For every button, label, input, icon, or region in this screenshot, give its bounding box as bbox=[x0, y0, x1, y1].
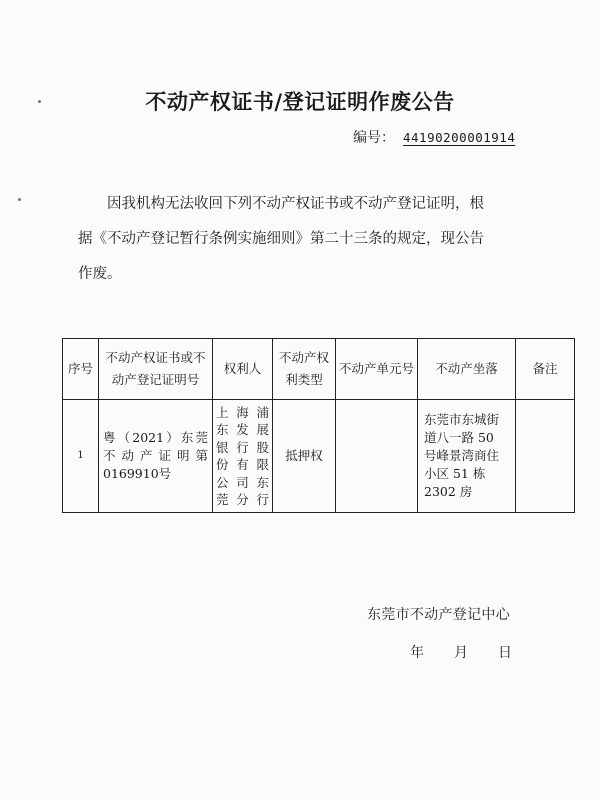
header-cert-no bbox=[99, 339, 213, 400]
document-number bbox=[353, 127, 515, 147]
cell-seq: 1 bbox=[63, 400, 99, 513]
void-certificate-table bbox=[62, 338, 575, 513]
cell-cert-no: 粤（2021）东莞不动产证明第0169910号 bbox=[99, 400, 213, 513]
header-unit-no: 不动产单元号 bbox=[336, 339, 418, 400]
scan-speck bbox=[18, 198, 21, 201]
body-line: 据《不动产登记暂行条例实施细则》第二十三条的规定，现公告 bbox=[78, 231, 484, 247]
header-right-type-line: 不动产权 bbox=[278, 350, 329, 365]
date-day: 日 bbox=[498, 645, 512, 661]
table-row bbox=[63, 400, 575, 513]
table-header-row bbox=[63, 339, 575, 400]
cell-location: 东莞市东城街道八一路 50 号峰景湾商住小区 51 栋 2302 房 bbox=[418, 400, 516, 513]
header-location: 不动产坐落 bbox=[418, 339, 516, 400]
date-month: 月 bbox=[454, 645, 468, 661]
body-line: 作废。 bbox=[78, 266, 122, 282]
issue-date bbox=[410, 642, 512, 662]
cell-right-type: 抵押权 bbox=[273, 400, 336, 513]
holder-line: 银行股 bbox=[216, 439, 269, 455]
announcement-body bbox=[78, 187, 548, 292]
header-remark: 备注 bbox=[516, 339, 575, 400]
issuer-signature: 东莞市不动产登记中心 bbox=[367, 607, 510, 623]
header-right-type-line: 利类型 bbox=[285, 372, 323, 387]
holder-line: 东发展 bbox=[216, 422, 269, 437]
holder-line: 莞分行 bbox=[216, 492, 269, 507]
document-number-value: 44190200001914 bbox=[403, 130, 516, 145]
header-cert-no-line: 不动产权证书或不 bbox=[105, 350, 206, 365]
document-number-label: 编号： bbox=[353, 130, 395, 146]
holder-line: 上海浦 bbox=[216, 404, 269, 420]
header-holder: 权利人 bbox=[213, 339, 273, 400]
cell-unit-no bbox=[336, 400, 418, 513]
holder-line: 份有限 bbox=[216, 457, 269, 472]
holder-line: 公司东 bbox=[216, 474, 269, 490]
page-title: 不动产权证书/登记证明作废公告 bbox=[145, 89, 455, 114]
header-cert-no-line: 动产登记证明号 bbox=[111, 372, 200, 387]
date-year: 年 bbox=[410, 645, 424, 661]
cell-remark bbox=[516, 400, 575, 513]
header-right-type bbox=[273, 339, 336, 400]
header-seq: 序号 bbox=[63, 339, 99, 400]
cell-holder bbox=[213, 400, 273, 513]
body-line: 因我机构无法收回下列不动产权证书或不动产登记证明，根 bbox=[107, 196, 484, 212]
